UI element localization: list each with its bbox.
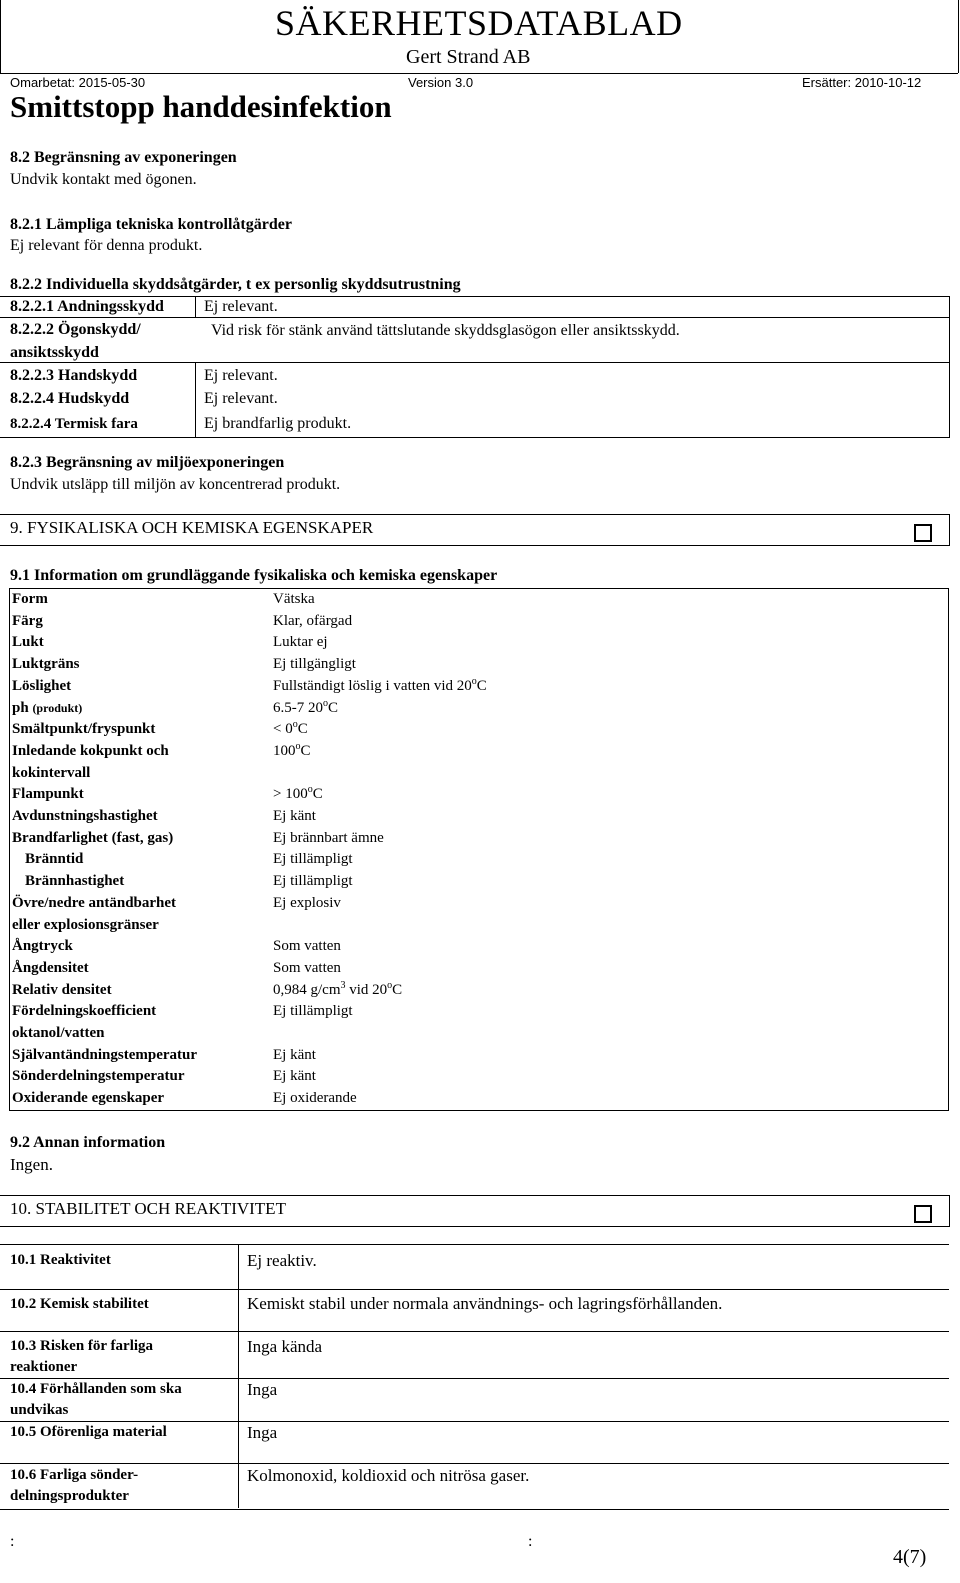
property-name: Fördelningskoefficient oktanol/vatten bbox=[12, 1003, 157, 1042]
document-title: SÄKERHETSDATABLAD bbox=[275, 3, 683, 43]
table-row bbox=[10, 632, 949, 654]
property-value: 6.5-7 20$^o$C bbox=[273, 697, 339, 716]
section-9-2-text: Ingen. bbox=[10, 1155, 53, 1174]
property-name: Brännhastighet bbox=[25, 873, 125, 890]
property-name: Färg bbox=[12, 612, 43, 629]
stability-label: delningsprodukter bbox=[10, 1488, 129, 1504]
protection-label: 8.2.2.4 Hudskydd bbox=[10, 390, 130, 407]
stability-column-divider bbox=[238, 1244, 239, 1508]
property-name: Luktgräns bbox=[12, 656, 80, 673]
property-value: Ej brännbart ämne bbox=[273, 829, 384, 846]
table-row bbox=[10, 741, 949, 784]
replaces-date: Ersätter: 2010-10-12 bbox=[802, 75, 922, 90]
property-value: Vätska bbox=[273, 591, 315, 607]
stability-row-divider bbox=[0, 1331, 949, 1332]
property-name: ph (produkt) bbox=[12, 699, 83, 716]
property-value: Luktar ej bbox=[273, 634, 328, 651]
property-value: Ej tillämpligt bbox=[273, 873, 353, 890]
table-row bbox=[10, 893, 949, 936]
property-name: Självantändningstemperatur bbox=[12, 1046, 198, 1063]
stability-value: Inga bbox=[247, 1380, 278, 1399]
section-9-checkbox[interactable] bbox=[914, 524, 932, 542]
table-row bbox=[10, 719, 949, 741]
property-name: Lukt bbox=[12, 634, 44, 651]
table-row bbox=[10, 806, 949, 828]
section-10-heading: 10. STABILITET OCH REAKTIVITET bbox=[10, 1199, 286, 1218]
property-name: Oxiderande egenskaper bbox=[12, 1090, 165, 1107]
table-row bbox=[10, 1001, 949, 1044]
table-row bbox=[10, 958, 949, 980]
property-value: Ej känt bbox=[273, 1046, 316, 1063]
section-8-2-1-heading: 8.2.1 Lämpliga tekniska kontrollåtgärder bbox=[10, 216, 292, 233]
revised-date: Omarbetat: 2015-05-30 bbox=[10, 75, 146, 90]
table-row bbox=[10, 871, 949, 893]
table-row bbox=[10, 936, 949, 958]
table-row bbox=[10, 784, 949, 806]
property-name: Ångtryck bbox=[12, 938, 73, 955]
property-name: Smältpunkt/fryspunkt bbox=[12, 721, 156, 738]
stability-label: 10.4 Förhållanden som ska bbox=[10, 1381, 182, 1397]
section-8-2-text: Undvik kontakt med ögonen. bbox=[10, 171, 197, 188]
section-8-2-heading: 8.2 Begränsning av exponeringen bbox=[10, 149, 237, 166]
property-value: Ej tillämpligt bbox=[273, 1003, 353, 1020]
stability-value: Kemiskt stabil under normala användnings- och lagringsförhållanden. bbox=[247, 1294, 723, 1313]
property-name: Form bbox=[12, 591, 48, 607]
stability-label: reaktioner bbox=[10, 1359, 78, 1375]
protection-value: Vid risk för stänk använd tättslutande skyddsglasögon eller ansiktsskydd. bbox=[211, 322, 680, 339]
property-name: Brandfarlighet (fast, gas) bbox=[12, 829, 174, 846]
stability-row-divider bbox=[0, 1463, 949, 1464]
protection-value: Ej relevant. bbox=[204, 367, 278, 384]
section-8-2-3-text: Undvik utsläpp till miljön av koncentrerad produkt. bbox=[10, 476, 341, 493]
property-value: Ej oxiderande bbox=[273, 1090, 357, 1107]
property-value: Ej tillgängligt bbox=[273, 656, 356, 673]
stability-label: 10.2 Kemisk stabilitet bbox=[10, 1296, 149, 1312]
table-row bbox=[10, 698, 949, 720]
table-row bbox=[10, 589, 949, 611]
stability-label: 10.5 Oförenliga material bbox=[10, 1424, 167, 1440]
property-value: > $100^oC$ bbox=[273, 784, 323, 803]
protection-label: 8.2.2.1 Andningsskydd bbox=[10, 298, 164, 315]
property-value: Som vatten bbox=[273, 959, 341, 976]
property-value: 100$^o$C bbox=[273, 740, 311, 759]
property-name: Avdunstningshastighet bbox=[12, 808, 158, 825]
version: Version 3.0 bbox=[408, 75, 474, 90]
property-value: Ej tillämpligt bbox=[273, 851, 353, 868]
table-row bbox=[10, 828, 949, 850]
property-name: Sönderdelningstemperatur bbox=[12, 1068, 185, 1085]
property-value: Ej känt bbox=[273, 1068, 316, 1085]
stability-label: undvikas bbox=[10, 1402, 69, 1418]
footer-mark-left: : bbox=[10, 1533, 15, 1550]
stability-label: 10.6 Farliga sönder- bbox=[10, 1467, 139, 1483]
property-name: Bränntid bbox=[25, 851, 84, 868]
page-number: 4(7) bbox=[893, 1546, 927, 1568]
stability-row-divider bbox=[0, 1289, 949, 1290]
protection-column-divider bbox=[195, 296, 196, 318]
protection-row-divider bbox=[0, 362, 950, 363]
table-row bbox=[10, 676, 949, 698]
property-name: Flampunkt bbox=[12, 786, 84, 803]
header-divider bbox=[0, 73, 958, 74]
table-row bbox=[10, 1045, 949, 1067]
section-9-2-heading: 9.2 Annan information bbox=[10, 1134, 166, 1151]
section-9-1-heading: 9.1 Information om grundläggande fysikaliska och kemiska egenskaper bbox=[10, 567, 498, 584]
table-row bbox=[10, 611, 949, 633]
stability-value: Inga bbox=[247, 1423, 278, 1442]
protection-value: Ej brandfarlig produkt. bbox=[204, 415, 352, 432]
protection-row-divider bbox=[0, 317, 950, 318]
footer-mark-center: : bbox=[528, 1533, 533, 1550]
protection-column-divider bbox=[195, 362, 196, 437]
section-10-checkbox[interactable] bbox=[914, 1205, 932, 1223]
stability-value: Inga kända bbox=[247, 1337, 323, 1356]
company-name: Gert Strand AB bbox=[406, 46, 531, 68]
property-value: Klar, ofärgad bbox=[273, 612, 353, 629]
table-row bbox=[10, 980, 949, 1002]
property-value: Ej explosiv bbox=[273, 894, 341, 911]
section-8-2-3-heading: 8.2.3 Begränsning av miljöexponeringen bbox=[10, 454, 285, 471]
protection-label: 8.2.2.4 Termisk fara bbox=[10, 416, 138, 432]
stability-value: Kolmonoxid, koldioxid och nitrösa gaser. bbox=[247, 1466, 530, 1485]
table-row bbox=[10, 1066, 949, 1088]
property-value: Fullständigt löslig i vatten vid 20$^o$C bbox=[273, 675, 487, 694]
table-row bbox=[10, 654, 949, 676]
property-value: 0,984 $g/cm^3$ vid 20$^o$C bbox=[273, 979, 403, 998]
properties-table bbox=[9, 588, 949, 1111]
protection-label: 8.2.2.3 Handskydd bbox=[10, 367, 138, 384]
property-value: < $0^oC$ bbox=[273, 719, 308, 738]
stability-label: 10.1 Reaktivitet bbox=[10, 1252, 111, 1268]
property-name: Ångdensitet bbox=[12, 959, 89, 976]
table-row bbox=[10, 849, 949, 871]
property-name: Relativ densitet bbox=[12, 981, 112, 998]
product-name: Smittstopp handdesinfektion bbox=[10, 89, 392, 124]
property-value: Ej känt bbox=[273, 808, 316, 825]
protection-label: ansiktsskydd bbox=[10, 344, 99, 361]
protection-label: 8.2.2.2 Ögonskydd/ bbox=[10, 321, 141, 338]
property-value: Som vatten bbox=[273, 938, 341, 955]
property-name: Övre/nedre antändbarhet eller explosionsgränser bbox=[12, 894, 177, 933]
stability-value: Ej reaktiv. bbox=[247, 1251, 317, 1270]
section-8-2-1-text: Ej relevant för denna produkt. bbox=[10, 237, 203, 254]
protection-value: Ej relevant. bbox=[204, 390, 278, 407]
table-row bbox=[10, 1088, 949, 1110]
protection-value: Ej relevant. bbox=[204, 298, 278, 315]
property-name: Inledande kokpunkt och kokintervall bbox=[12, 742, 169, 781]
section-8-2-2-heading: 8.2.2 Individuella skyddsåtgärder, t ex personlig skyddsutrustning bbox=[10, 276, 461, 293]
property-name: Löslighet bbox=[12, 677, 72, 694]
stability-label: 10.3 Risken för farliga bbox=[10, 1338, 154, 1354]
section-9-heading: 9. FYSIKALISKA OCH KEMISKA EGENSKAPER bbox=[10, 518, 374, 537]
